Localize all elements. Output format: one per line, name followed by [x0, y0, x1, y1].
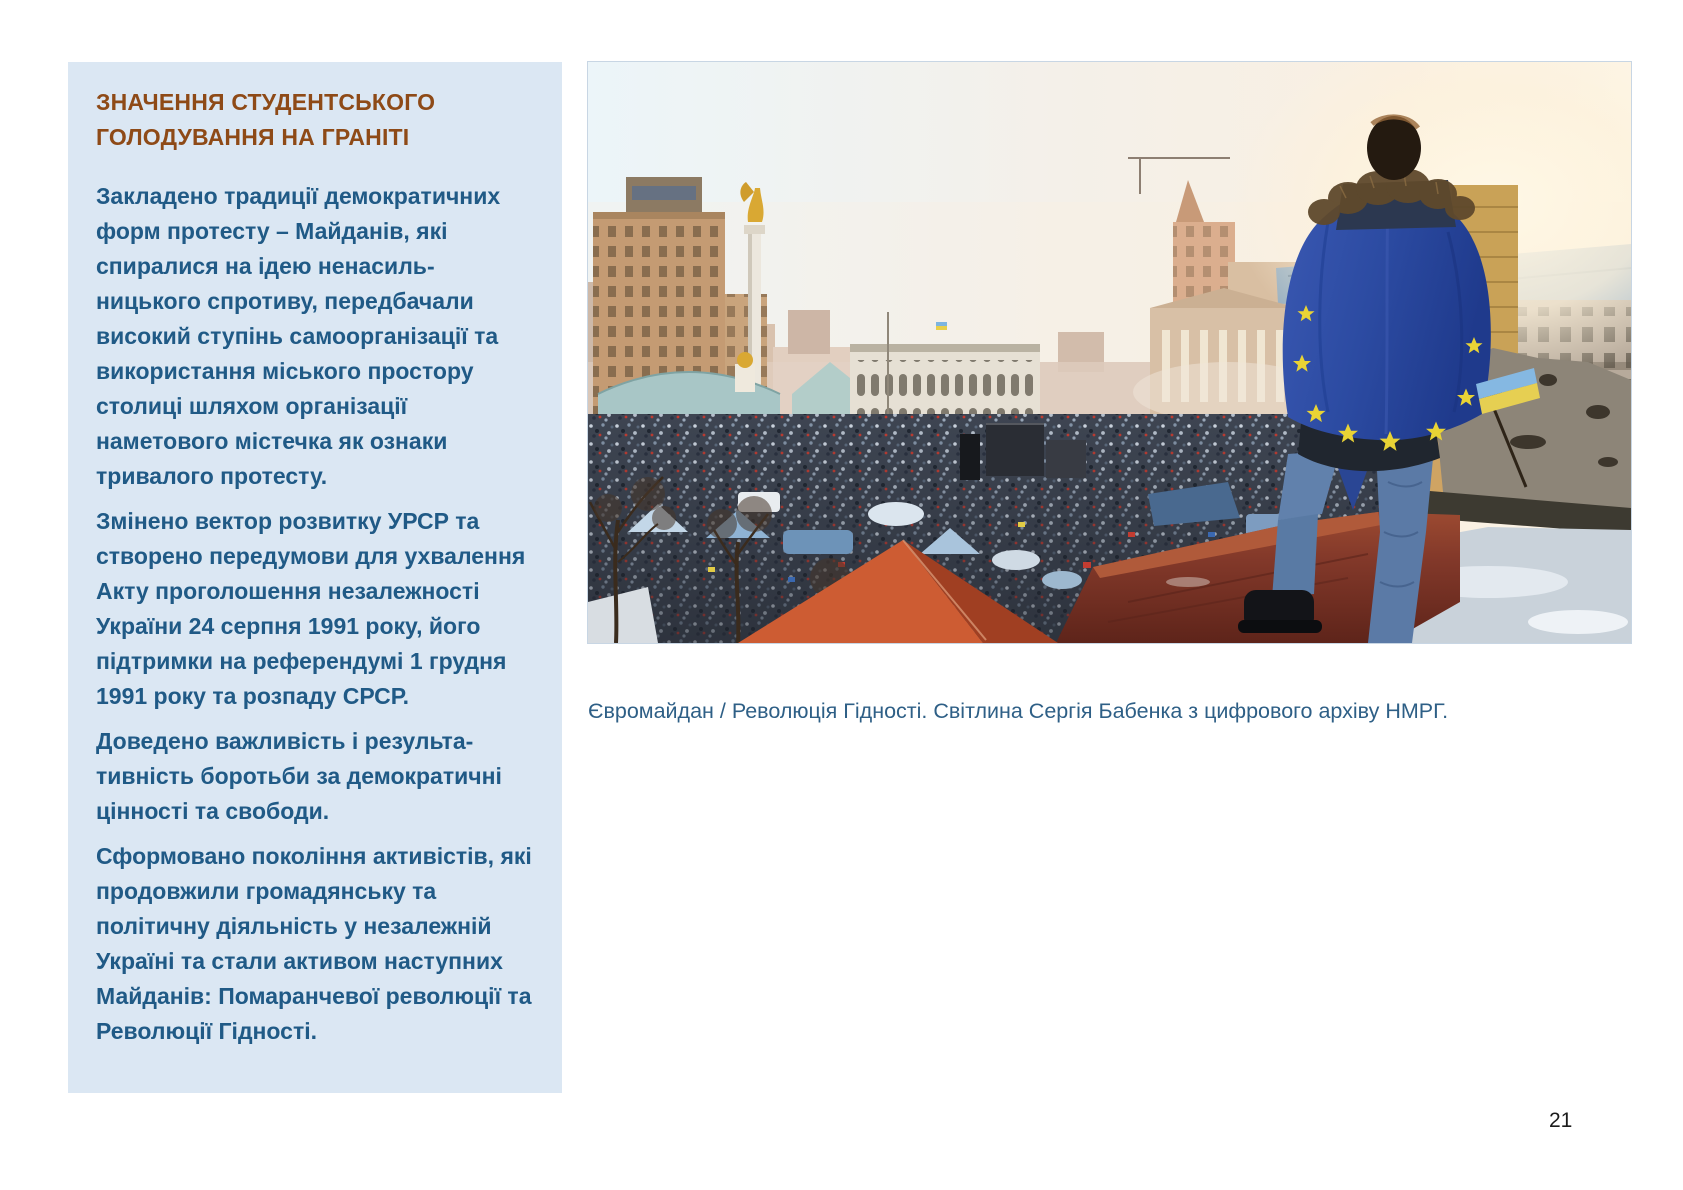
page-number: 21 [1549, 1109, 1573, 1132]
sidebar-panel [68, 62, 562, 1093]
euromaidan-photo [588, 62, 1631, 643]
section-heading: ЗНАЧЕННЯ СТУДЕНТСЬКОГО ГОЛОДУВАННЯ НА ГРАНІТІ [96, 89, 436, 150]
photo-caption: Євромайдан / Революція Гідності. Світлина Сергія Бабенка з цифрового архіву НМРГ. [588, 699, 1449, 723]
sidebar-paragraph-1: Закладено традиції демократичних форм протесту – Майданів, які спиралися на ідею ненасиль-ницького спротиву, передбачали високий ступінь самоорганізації та використання міського простору столиці шляхом організації наметового містечка як ознаки тривалого протесту. [96, 183, 501, 489]
sidebar-paragraph-3: Доведено важливість і результа-тивність боротьби за демократичні цінності та свободи. [96, 728, 502, 824]
sidebar-paragraph-2: Змінено вектор розвитку УРСР та створено передумови для ухвалення Акту проголошення незалежності України 24 серпня 1991 року, його підтримки на референдумі 1 грудня 1991 року та розпаду СРСР. [96, 508, 526, 709]
sidebar-paragraph-4: Сформовано покоління активістів, які продовжили громадянську та політичну діяльність у незалежній Україні та стали активом наступних Майданів: Помаранчевої революції та Революції Гідності. [96, 843, 532, 1044]
euromaidan-photo-illustration [588, 62, 1631, 643]
